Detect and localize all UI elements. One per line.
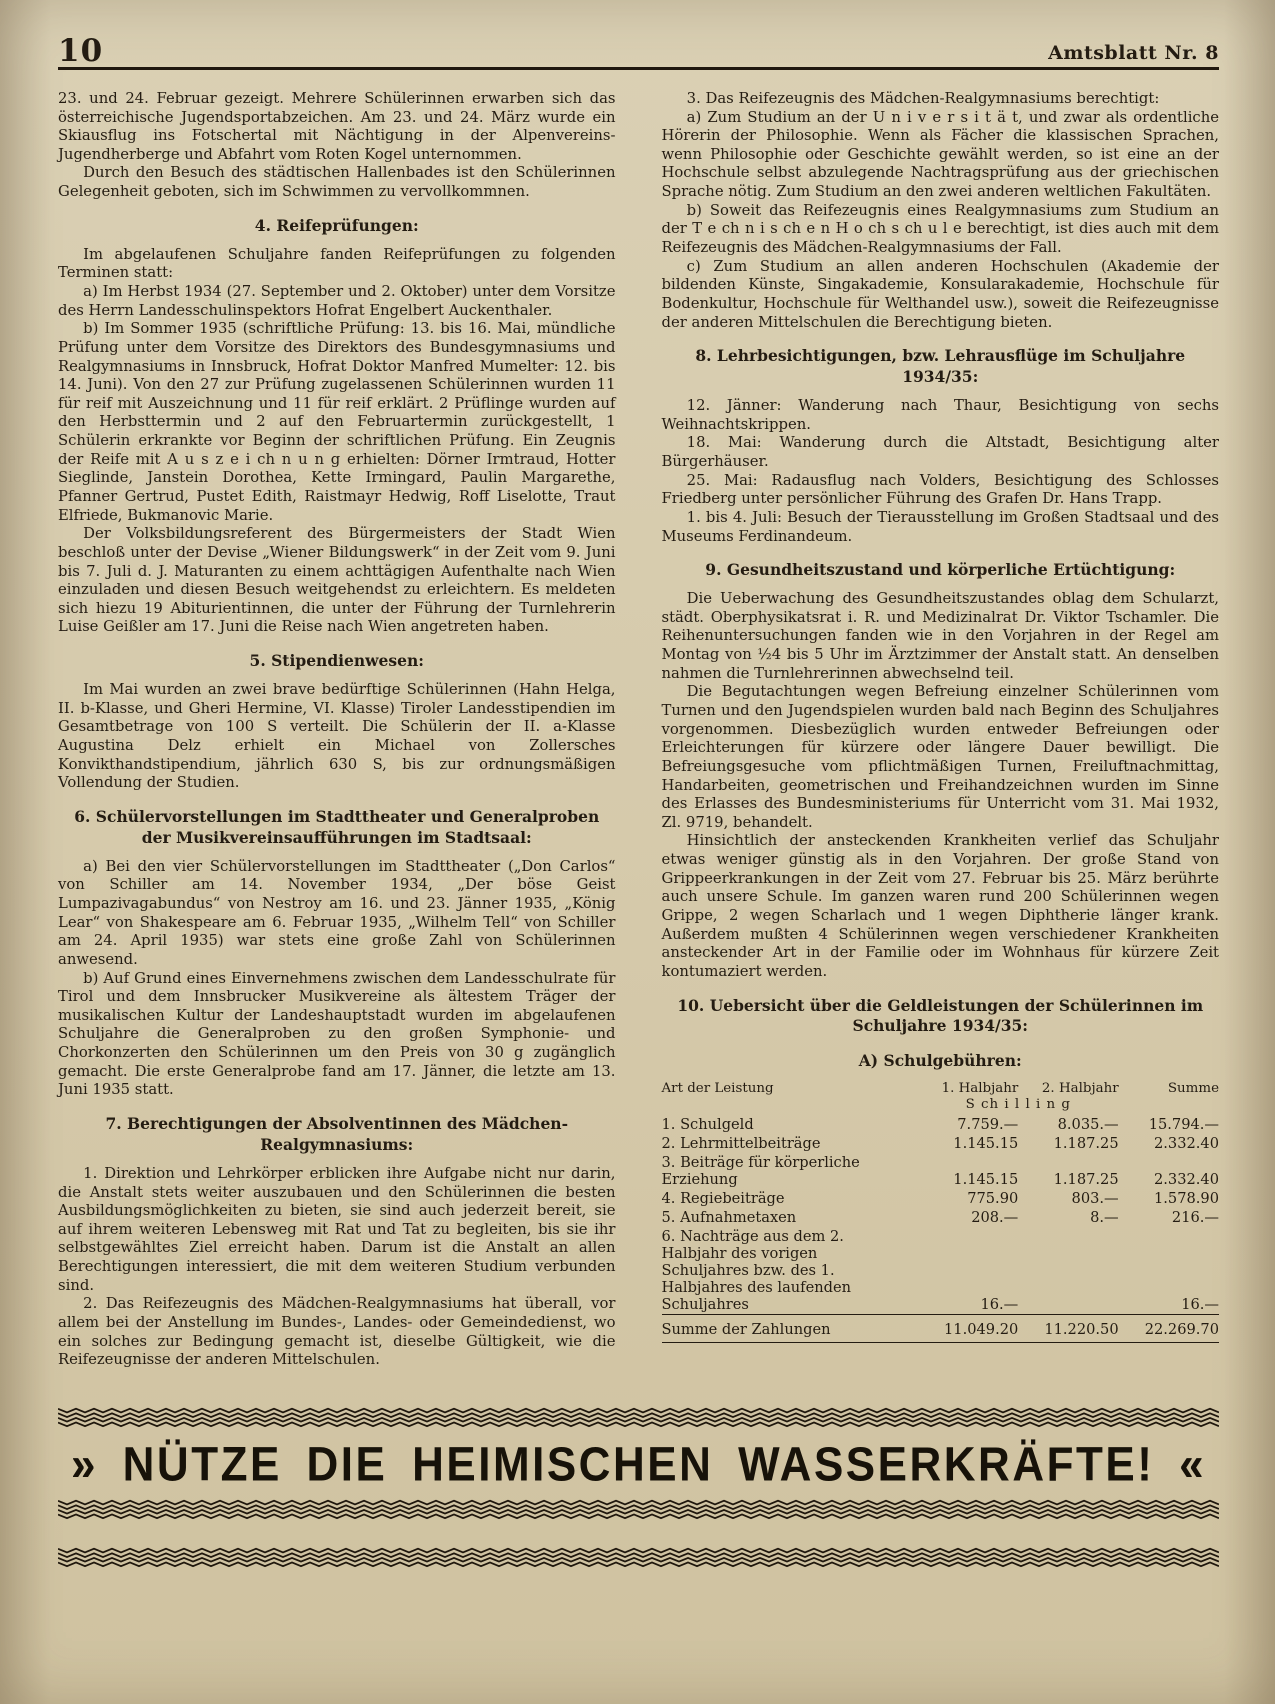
right-column [662, 90, 1220, 1370]
fees-total-halbjahr2: 11.220.50 [1018, 1315, 1118, 1343]
paragraph: c) Zum Studium an allen anderen Hochschulen (Akademie der bildenden Künste, Singakademie, Konsularakademie, Hochschule für Bodenkultur, Hochschule für Welthandel usw.), soweit die Reifezeugnisse der anderen Mittelschulen die Berechtigung bieten. [661, 257, 1219, 331]
fees-table-row [662, 1115, 1220, 1134]
fees-col-summe: Summe [1167, 1081, 1219, 1097]
fee-item-label: 2. Lehrmittelbeiträge [661, 1135, 821, 1153]
paragraph: b) Auf Grund eines Einvernehmens zwischen dem Landesschulrate für Tirol und dem Innsbrucker Musikvereine als ältestem Träger der musikalischen Kultur der Landeshauptstadt wurden im abgelaufenen Schuljahre die Generalproben zu den großen Symphonie- und Chorkonzerten den Schülerinnen um den Preis von 30 g zugänglich gemacht. Die erste Generalprobe fand am 17. Jänner, die letzte am 13. Juni 1935 statt. [58, 969, 616, 1099]
page-number: 10 [58, 33, 104, 69]
paragraph: Die Ueberwachung des Gesundheitszustandes oblag dem Schularzt, städt. Oberphysikatsrat i. R. und Medizinalrat Dr. Viktor Tschamler. Die Reihenuntersuchungen fanden wie in den Vorjahren in der Regel am Montag von ½4 bis 5 Uhr im Ärztzimmer der Anstalt statt. An denselben nahmen die Turnlehrerinnen abwechselnd teil. [661, 590, 1219, 682]
fees-table-row [662, 1227, 1220, 1315]
fee-amount: 2.332.40 [1154, 1171, 1219, 1189]
fees-total-halbjahr1: 11.049.20 [918, 1315, 1018, 1343]
page-header [58, 33, 1219, 70]
fees-total-summe: 22.269.70 [1119, 1315, 1219, 1343]
paragraph: 12. Jänner: Wanderung nach Thaur, Besichtigung von sechs Weihnachtskrippen. [661, 397, 1219, 433]
wave-divider-middle [58, 1498, 1219, 1520]
fees-table-row [662, 1153, 1220, 1189]
wave-divider-bottom [58, 1546, 1219, 1568]
paragraph: a) Im Herbst 1934 (27. September und 2. Oktober) unter dem Vorsitze des Herrn Landesschulinspektors Hofrat Engelbert Auckenthaler. [58, 282, 616, 319]
fee-amount: 16.— [980, 1296, 1019, 1314]
fee-amount: 2.332.40 [1154, 1135, 1219, 1153]
paragraph: b) Im Sommer 1935 (schriftliche Prüfung: 13. bis 16. Mai, mündliche Prüfung unter dem Vorsitze des Direktors des Bundesgymnasiums und Realgymnasiums in Innsbruck, Hofrat Doktor Manfred Mumelter: 12. bis 14. Juni). Von den 27 zur Prüfung zugelassenen Schülerinnen wurden 11 für reif mit Auszeichnung und 11 für reif erklärt. 2 Prüflinge wurden auf den Herbsttermin und 2 auf den Februartermin zurückgestellt, 1 Schülerin erkrankte vor Beginn der schriftlichen Prüfung. Ein Zeugnis der Reife mit A u s z e i ch n u n g erhielten: Dörner Irmtraud, Hotter Sieglinde, Janstein Dorothea, Kette Irmingard, Paulin Margarethe, Pfanner Gertrud, Pustet Edith, Raistmayr Hedwig, Roff Liselotte, Traut Elfriede, Bukmanovic Marie. [58, 320, 616, 524]
paragraph: 1. bis 4. Juli: Besuch der Tierausstellung im Großen Stadtsaal und des Museums Ferdinandeum. [661, 508, 1219, 545]
paragraph: 3. Das Reifezeugnis des Mädchen-Realgymnasiums berechtigt: [686, 89, 1160, 107]
fee-amount: 775.90 [967, 1190, 1019, 1208]
fee-item-label: 1. Schulgeld [661, 1116, 754, 1134]
section-heading: 10. Uebersicht über die Geldleistungen der Schülerinnen im Schuljahre 1934/35: [677, 995, 1204, 1036]
fees-currency-row [662, 1097, 1220, 1115]
paragraph: Im abgelaufenen Schuljahre fanden Reifeprüfungen zu folgenden Terminen statt: [58, 245, 616, 282]
fees-col-item: Art der Leistung [661, 1081, 774, 1097]
fees-col-halbjahr1: 1. Halbjahr [941, 1081, 1019, 1097]
section-heading: A) Schulgebühren: [858, 1051, 1022, 1071]
fees-table-row [662, 1189, 1220, 1208]
fee-amount: 8.035.— [1057, 1116, 1119, 1134]
section-heading: 7. Berechtigungen der Absolventinnen des Mädchen-Realgymnasiums: [105, 1114, 569, 1154]
fee-amount: 1.187.25 [1053, 1135, 1119, 1153]
fee-amount: 1.187.25 [1053, 1171, 1119, 1189]
paragraph: Durch den Besuch des städtischen Hallenbades ist den Schülerinnen Gelegenheit geboten, sich im Schwimmen zu vervollkommnen. [58, 164, 616, 201]
section-heading: 9. Gesundheitszustand und körperliche Ertüchtigung: [705, 560, 1176, 580]
fees-header-row [662, 1081, 1220, 1097]
paragraph: 1. Direktion und Lehrkörper erblicken ihre Aufgabe nicht nur darin, die Anstalt stets weiter auszubauen und den Schülerinnen die besten Ausbildungsmöglichkeiten zu bieten, sie sind auch jederzeit bereit, sie auf ihrem weiteren Lebensweg mit Rat und Tat zu begleiten, bis sie ihr selbstgewähltes Ziel erreicht haben. Darum ist die Anstalt an allen Berechtigungen interessiert, die mit dem weiteren Studium verbunden sind. [58, 1164, 616, 1294]
paragraph: Im Mai wurden an zwei brave bedürftige Schülerinnen (Hahn Helga, II. b-Klasse, und Gheri Hermine, VI. Klasse) Tiroler Landesstipendien im Gesamtbetrage von 100 S verteilt. Die Schülerin der II. a-Klasse Augustina Delz erhielt ein Michael von Zollersches Konvikthandstipendium, jährlich 630 S, bis zur ordnungsmäßigen Vollendung der Studien. [58, 681, 616, 792]
paragraph: Hinsichtlich der ansteckenden Krankheiten verlief das Schuljahr etwas weniger günstig als in den Vorjahren. Der große Stand von Grippeerkrankungen in der Zeit vom 27. Februar bis 25. März berührte auch unsere Schule. Im ganzen waren rund 200 Schülerinnen wegen Grippe, 2 wegen Scharlach und 1 wegen Diphtherie länger krank. Außerdem mußten 4 Schülerinnen wegen verschiedener Krankheiten ansteckender Art in der Familie oder im Wohnhaus für kürzere Zeit kontumaziert werden. [661, 832, 1219, 980]
fee-item-label: 4. Regiebeiträge [661, 1190, 785, 1208]
paragraph: 23. und 24. Februar gezeigt. Mehrere Schülerinnen erwarben sich das österreichische Jugendsportabzeichen. Am 23. und 24. März wurde ein Skiausflug ins Fotschertal mit Nächtigung in der Alpenvereins-Jugendherberge und Abfahrt vom Roten Kogel unternommen. [58, 89, 616, 163]
fee-item-label: 5. Aufnahmetaxen [661, 1209, 797, 1227]
paragraph: 25. Mai: Radausflug nach Volders, Besichtigung des Schlosses Friedberg unter persönlicher Führung des Grafen Dr. Hans Trapp. [661, 471, 1219, 508]
fee-item-label: 6. Nachträge aus dem 2. Halbjahr des vorigen Schuljahres bzw. des 1. Halbjahres des laufenden Schuljahres [661, 1228, 851, 1314]
fee-item-label: 3. Beiträge für körperliche Erziehung [661, 1154, 860, 1189]
section-heading: 5. Stipendienwesen: [249, 651, 424, 671]
fee-amount: 1.145.15 [953, 1171, 1019, 1189]
fee-amount: 803.— [1071, 1190, 1119, 1208]
fees-col-halbjahr2: 2. Halbjahr [1041, 1081, 1119, 1097]
left-column [58, 90, 616, 1370]
section-heading: 4. Reifeprüfungen: [254, 215, 419, 235]
fee-amount: 8.— [1090, 1209, 1119, 1227]
section-heading: 6. Schülervorstellungen im Stadttheater und Generalproben der Musikvereinsaufführungen im Stadtsaal: [74, 806, 600, 847]
fees-table-body [662, 1115, 1220, 1315]
fee-amount: 1.145.15 [953, 1135, 1019, 1153]
paragraph: Die Begutachtungen wegen Befreiung einzelner Schülerinnen vom Turnen und den Jugendspielen wurden bald nach Beginn des Schuljahres vorgenommen. Diesbezüglich wurden entweder Befreiungen oder Erleichterungen für kürzere oder längere Dauer bewilligt. Die Befreiungsgesuche vom pflichtmäßigen Turnen, Freiluftnachmittag, Handarbeiten, geometrischen und Freihandzeichnen wurden im Sinne des Erlasses des Bundesministeriums für Unterricht vom 31. Mai 1932, Zl. 9719, behandelt. [661, 683, 1219, 831]
paragraph: a) Zum Studium an der U n i v e r s i t ä t, und zwar als ordentliche Hörerin der Philosophie. Wenn als Fächer die klassischen Sprachen, wenn Philosophie oder Geschichte gewählt werden, so ist eine an der Hochschule selbst abzulegende Nachtragsprüfung aus der griechischen Sprache nötig. Zum Studium an den zwei anderen weltlichen Fakultäten. [661, 108, 1219, 201]
fees-table-row [662, 1208, 1220, 1227]
right-column-flow [662, 90, 1220, 1072]
fee-amount: 1.578.90 [1154, 1190, 1219, 1208]
wave-divider-top [58, 1406, 1219, 1428]
section-heading: 8. Lehrbesichtigungen, bzw. Lehrausflüge im Schuljahre 1934/35: [695, 346, 1186, 387]
fees-total-row [662, 1315, 1220, 1343]
fee-amount: 208.— [971, 1209, 1019, 1227]
paragraph: 2. Das Reifezeugnis des Mädchen-Realgymnasiums hat überall, vor allem bei der Anstellung im Bundes-, Landes- oder Gemeindedienst, wo ein solches zur Bedingung gemacht ist, dieselbe Gültigkeit, wie die Reifezeugnisse der anderen Mittelschulen. [58, 1295, 616, 1369]
fee-amount: 7.759.— [957, 1116, 1019, 1134]
page-footer [58, 1406, 1219, 1568]
currency-note: S ch i l l i n g [965, 1097, 1071, 1113]
fee-amount: 216.— [1171, 1209, 1219, 1227]
content-columns [58, 90, 1219, 1370]
wave-divider-gap [58, 1520, 1219, 1546]
fee-amount: 15.794.— [1148, 1116, 1219, 1134]
masthead-title: Amtsblatt Nr. 8 [1048, 41, 1219, 64]
fees-table [662, 1081, 1220, 1343]
fees-total-label: Summe der Zahlungen [662, 1315, 918, 1343]
fee-amount: 16.— [1181, 1296, 1219, 1314]
paragraph: a) Bei den vier Schülervorstellungen im Stadttheater („Don Carlos“ von Schiller am 14. November 1934, „Der böse Geist Lumpazivagabundus“ von Nestroy am 16. und 23. Jänner 1935, „König Lear“ von Shakespeare am 6. Februar 1935, „Wilhelm Tell“ von Schiller am 24. April 1935) war stets eine große Zahl von Schülerinnen anwesend. [58, 857, 616, 968]
paragraph: b) Soweit das Reifezeugnis eines Realgymnasiums zum Studium an der T e ch n i s ch e n H o ch s ch u l e berechtigt, ist dies auch mit dem Reifezeugnis des Mädchen-Realgymnasiums der Fall. [661, 201, 1219, 257]
fee-amount [1018, 1227, 1118, 1315]
paragraph: Der Volksbildungsreferent des Bürgermeisters der Stadt Wien beschloß unter der Devise „Wiener Bildungswerk“ in der Zeit vom 9. Juni bis 7. Juli d. J. Maturanten zu einem achttägigen Aufenthalte nach Wien einzuladen und diesen Besuch weitgehendst zu erleichtern. Es meldeten sich hiezu 19 Abiturientinnen, die unter der Führung der Turnlehrerin Luise Geißler am 17. Juni die Reise nach Wien angetreten haben. [58, 525, 616, 636]
fees-table-row [662, 1134, 1220, 1153]
paragraph: 18. Mai: Wanderung durch die Altstadt, Besichtigung alter Bürgerhäuser. [661, 434, 1219, 470]
slogan-banner: » NÜTZE DIE HEIMISCHEN WASSERKRÄFTE! « [70, 1437, 1207, 1492]
